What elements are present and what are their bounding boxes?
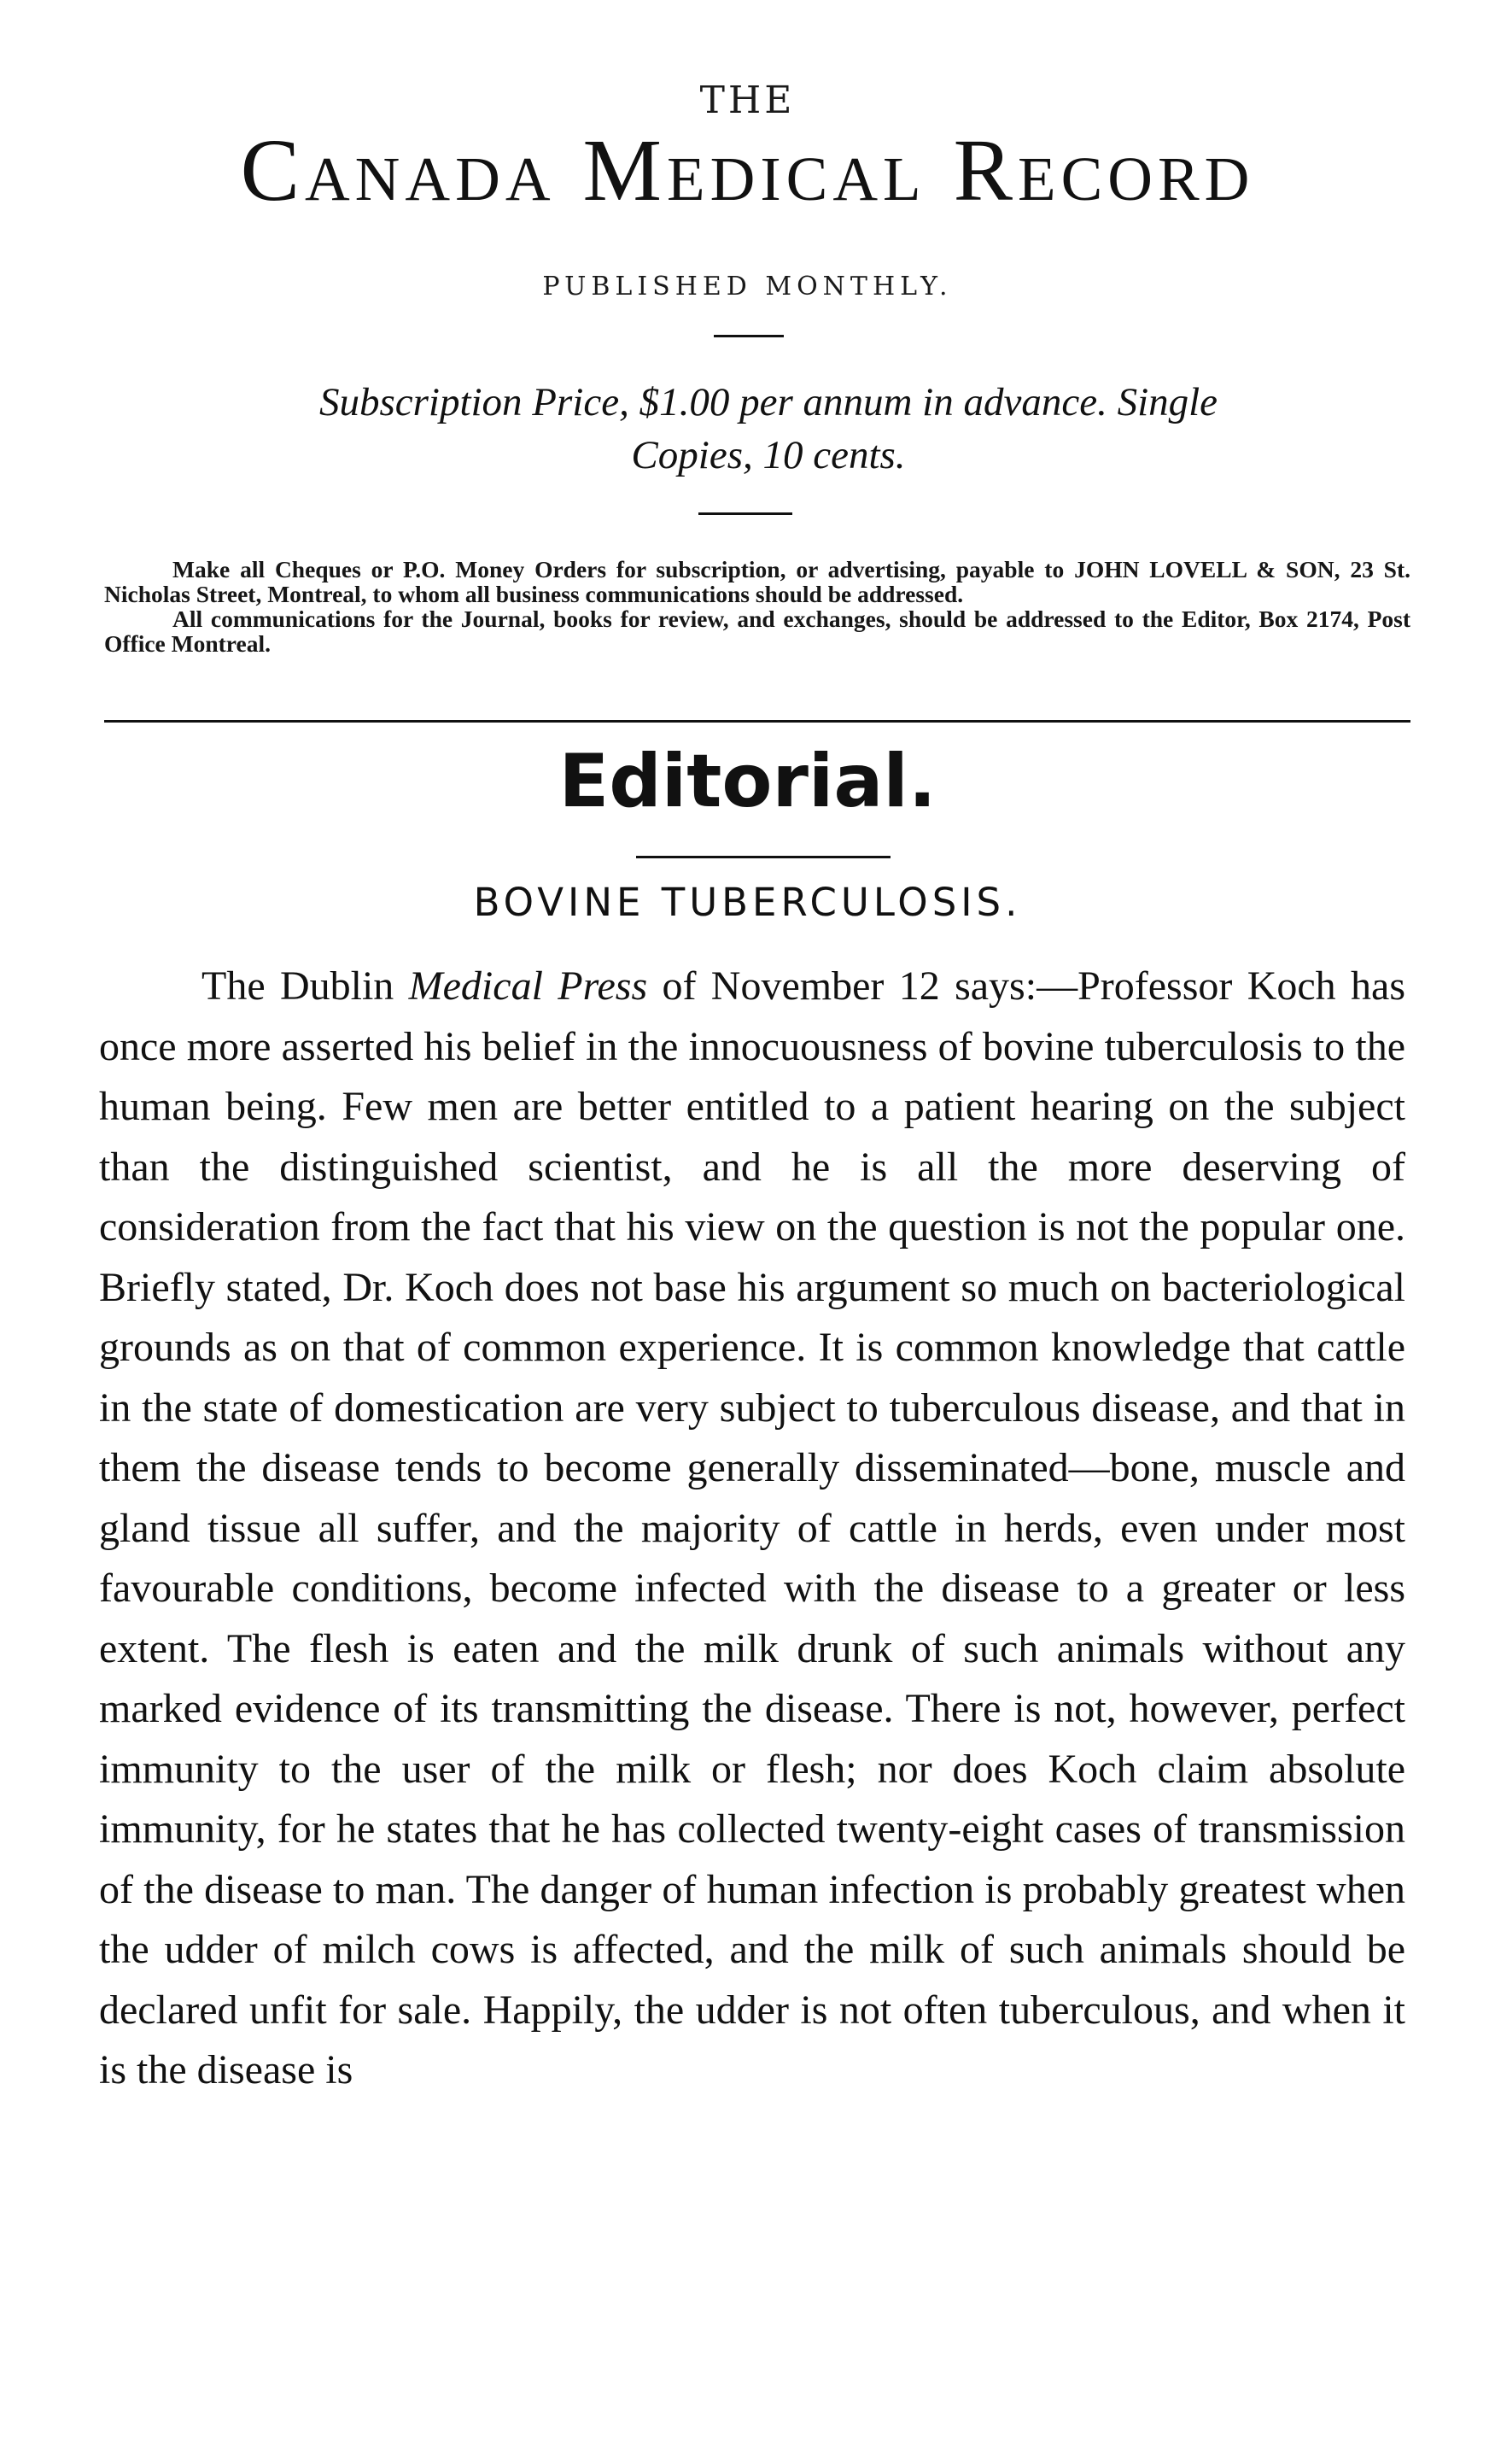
subscription-line-1: Subscription Price, $1.00 per annum in advance. Single — [318, 380, 1218, 424]
paragraph-text: of November 12 says:—Professor Koch has once more asserted his belief in the innocuousness of bovine tuberculosis to the human being. Few men are better entitled to a patient hearing on the subject than the distinguished scientist, and he is all the more deserving of consideration from the fact that his view on the question is not the popular one. Briefly stated, Dr. Koch does not base his argument so much on bacteriological grounds as on that of common experience. It is common knowledge that cattle in the state of domestication are very subject to tuberculous disease, and that in them the disease tends to become generally disseminated—bone, muscle and gland tissue all suffer, and the majority of cattle in herds, even under most favourable conditions, become infected with the disease to a greater or less extent. The flesh is eaten and the milk drunk of such animals without any marked evidence of its transmitting the disease. There is not, however, perfect immunity to the user of the milk or flesh; nor does Koch claim absolute immunity, for he states that he has collected twenty-eight cases of transmission of the disease to man. The danger of human infection is probably greatest when the udder of milch cows is affected, and the milk of such animals should be declared unfit for sale. Happily, the udder is not often tuberculous, and when it is the disease is — [99, 963, 1406, 2092]
article-title: BOVINE TUBERCULOSIS. — [473, 880, 1022, 925]
intro-text: The Dublin — [201, 963, 409, 1009]
business-notice — [104, 557, 1410, 656]
header-rule — [104, 720, 1410, 723]
subscription-line-2: Copies, 10 cents. — [631, 433, 906, 477]
editor-notice: All communications for the Journal, books for review, and exchanges, should be addressed to the Editor, Box 2174, Post Office Montreal. — [104, 606, 1410, 657]
section-divider — [636, 856, 891, 858]
source-publication: Medical Press — [408, 963, 648, 1009]
masthead-divider — [714, 335, 784, 337]
masthead-article-word: THE — [699, 79, 796, 122]
payment-notice: Make all Cheques or P.O. Money Orders for subscription, or advertising, payable to JOHN LOVELL & SON, 23 St. Nicholas Street, Montreal, to whom all business communications should be addressed. — [104, 556, 1410, 607]
subscription-divider — [698, 512, 792, 515]
subscription-info — [171, 376, 1366, 482]
publication-frequency: PUBLISHED MONTHLY. — [542, 272, 953, 301]
article-paragraph — [99, 957, 1405, 2101]
journal-title: Canada Medical Record — [240, 121, 1255, 219]
article-body — [99, 957, 1405, 2101]
section-heading: Editorial. — [558, 739, 937, 824]
